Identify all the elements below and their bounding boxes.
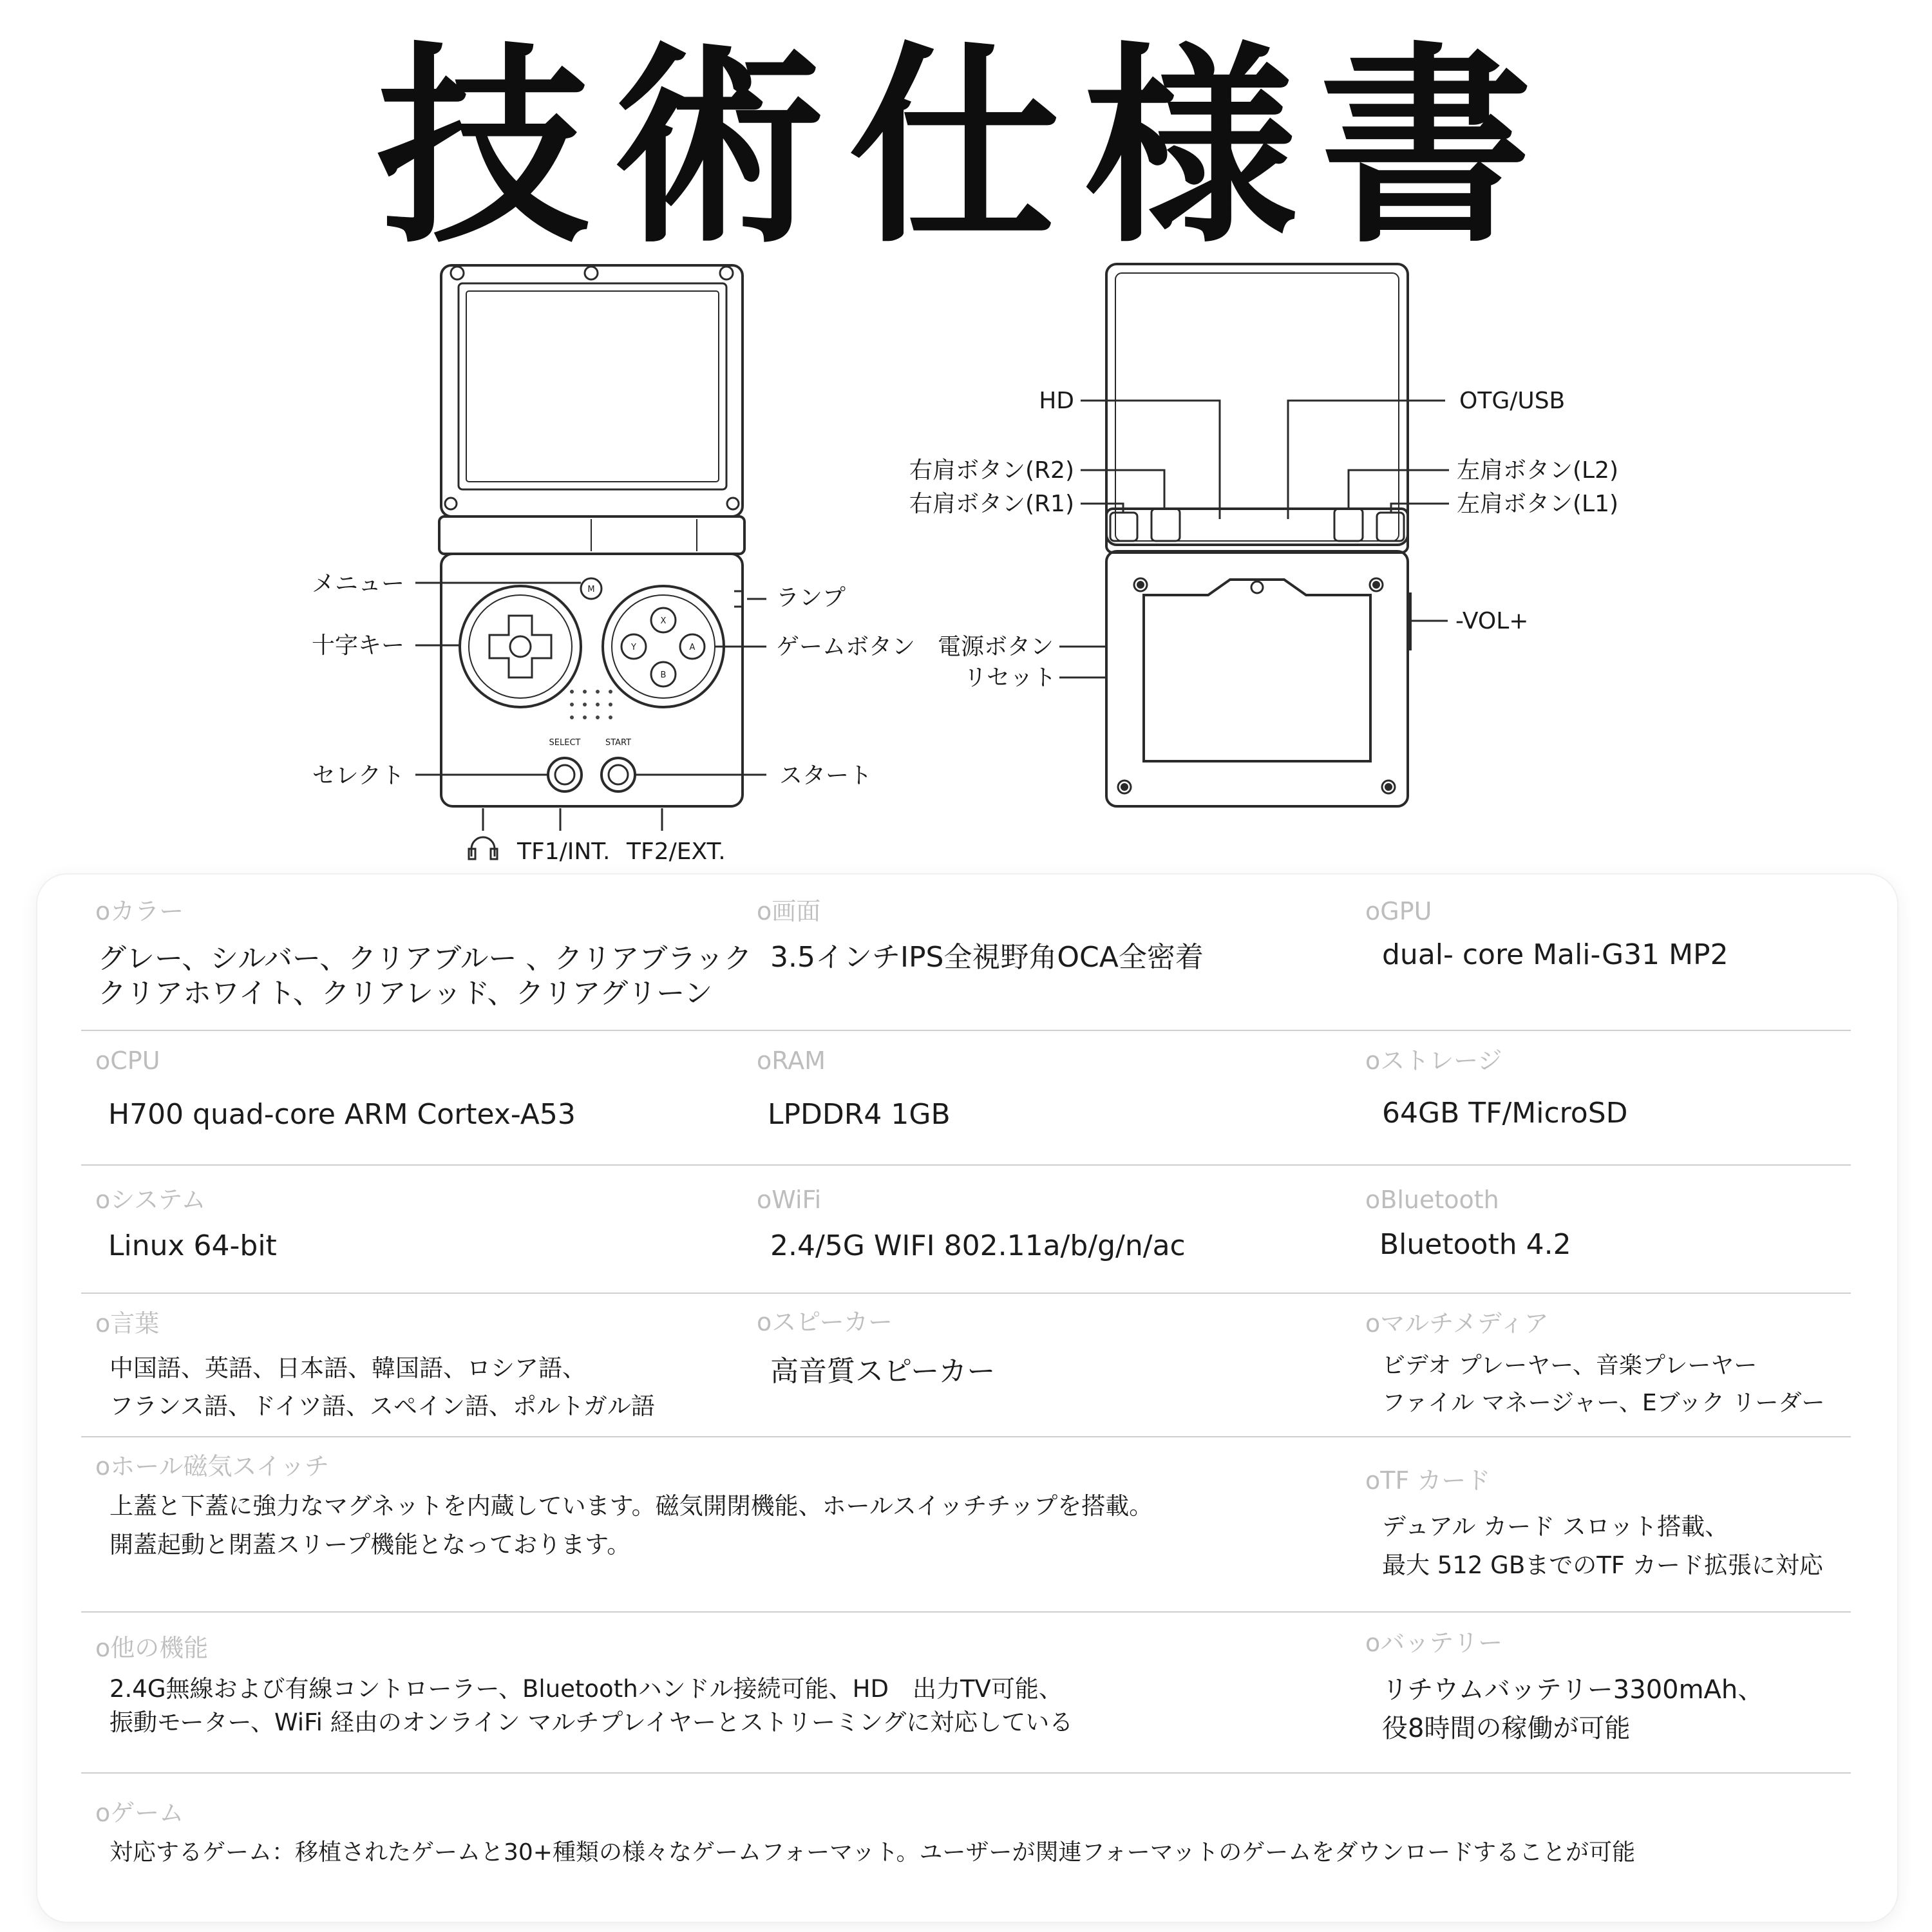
spec-value-battery-line2: 役8時間の稼働が可能 (1382, 1714, 1631, 1743)
label-dpad: 十字キー (311, 632, 404, 659)
front-callout-lines (415, 583, 766, 859)
spec-label-hall-switch: oホール磁気スイッチ (95, 1452, 329, 1481)
label-vol: -VOL+ (1455, 608, 1529, 634)
spec-label-speaker: oスピーカー (757, 1308, 893, 1336)
row-divider (81, 1293, 1851, 1294)
spec-value-other-line2: 振動モーター、WiFi 経由のオンライン マルチプレイヤーとストリーミングに対応している (109, 1709, 1074, 1736)
row-divider (81, 1772, 1851, 1774)
button-y-letter: Y (631, 643, 636, 652)
spec-value-hall-line2: 開蓋起動と閉蓋スリープ機能となっております。 (109, 1531, 631, 1558)
spec-value-multimedia-line2: ファイル マネージャー、Eブック リーダー (1382, 1390, 1825, 1416)
page-title: 技術仕様書 (377, 24, 1555, 272)
dpad-ring (460, 586, 581, 707)
spec-value-language-line2: フランス語、ドイツ語、スペイン語、ポルトガル語 (109, 1392, 655, 1420)
spec-value-wifi: 2.4/5G WIFI 802.11a/b/g/n/ac (770, 1229, 1186, 1262)
spec-label-wifi: oWiFi (757, 1186, 822, 1214)
spec-value-multimedia-line1: ビデオ プレーヤー、音楽プレーヤー (1382, 1352, 1757, 1379)
spec-label-system: oシステム (95, 1186, 206, 1214)
spec-value-tf-line1: デュアル カード スロット搭載、 (1382, 1513, 1729, 1540)
label-l2: 左肩ボタン(L2) (1457, 457, 1619, 484)
spec-value-gpu: dual- core Mali-G31 MP2 (1382, 938, 1728, 971)
spec-label-multimedia: oマルチメディア (1365, 1309, 1549, 1338)
spec-label-bluetooth: oBluetooth (1365, 1186, 1499, 1214)
spec-value-system: Linux 64-bit (108, 1229, 277, 1262)
spec-label-battery: oバッテリー (1365, 1629, 1503, 1657)
spec-value-speaker: 高音質スピーカー (770, 1355, 996, 1388)
label-r1: 右肩ボタン(R1) (909, 491, 1074, 517)
label-select: セレクト (312, 762, 404, 789)
label-game-button: ゲームボタン (776, 634, 916, 660)
spec-label-game: oゲーム (95, 1799, 184, 1827)
spec-value-color-line2: クリアホワイト、クリアレッド、クリアグリーン (98, 977, 713, 1010)
button-a-letter: A (689, 643, 696, 652)
label-lamp: ランプ (776, 585, 846, 611)
spec-value-game: 対応するゲーム：移植されたゲームと30+種類の様々なゲームフォーマット。ユーザーが関連フォーマットのゲームをダウンロードすることが可能 (109, 1839, 1636, 1866)
label-menu: メニュー (311, 571, 404, 597)
start-button (601, 758, 635, 791)
spec-label-storage: oストレージ (1365, 1046, 1502, 1075)
spec-value-ram: LPDDR4 1GB (768, 1098, 951, 1131)
front-view (439, 265, 744, 806)
spec-value-language-line1: 中国語、英語、日本語、韓国語、ロシア語、 (109, 1354, 586, 1382)
back-labels (909, 388, 1618, 691)
back-base (1106, 551, 1410, 806)
label-tf1: TF1/INT. (517, 838, 611, 865)
spec-label-ram: oRAM (757, 1046, 826, 1075)
spec-value-color-line1: グレー、シルバー、クリアブルー 、クリアブラック (98, 942, 752, 975)
front-hinge (439, 516, 744, 554)
row-divider (81, 1611, 1851, 1613)
label-l1: 左肩ボタン(L1) (1457, 491, 1619, 517)
start-print: START (605, 738, 632, 748)
menu-button-letter: M (587, 585, 595, 594)
spec-label-cpu: oCPU (95, 1046, 160, 1075)
back-lid (1106, 264, 1408, 545)
spec-label-color: oカラー (95, 897, 184, 925)
label-start: スタート (779, 762, 873, 789)
spec-value-battery-line1: リチウムバッテリー3300mAh、 (1382, 1675, 1764, 1705)
spec-value-cpu: H700 quad-core ARM Cortex-A53 (108, 1098, 576, 1131)
button-x-letter: X (660, 616, 667, 626)
spec-label-screen: o画面 (757, 897, 821, 925)
front-lid (441, 265, 743, 516)
spec-value-hall-line1: 上蓋と下蓋に強力なマグネットを内蔵しています。磁気開閉機能、ホールスイッチチップを搭載。 (109, 1492, 1153, 1520)
label-tf2: TF2/EXT. (627, 838, 726, 865)
spec-value-tf-line2: 最大 512 GBまでのTF カード拡張に対応 (1382, 1551, 1823, 1579)
spec-label-gpu: oGPU (1365, 897, 1432, 925)
front-labels (312, 571, 915, 865)
label-power: 電源ボタン (937, 634, 1054, 660)
label-otg: OTG/USB (1459, 388, 1566, 414)
label-hd: HD (1039, 388, 1074, 414)
spec-value-bluetooth: Bluetooth 4.2 (1379, 1228, 1571, 1261)
row-divider (81, 1030, 1851, 1031)
spec-label-language: o言葉 (95, 1309, 160, 1338)
row-divider (81, 1436, 1851, 1437)
speaker-holes (570, 690, 612, 719)
headphone-icon (469, 837, 497, 859)
label-r2: 右肩ボタン(R2) (909, 457, 1074, 484)
dpad (489, 616, 551, 677)
spec-label-tf-card: oTF カード (1365, 1466, 1491, 1495)
button-b-letter: B (660, 670, 667, 680)
spec-value-other-line1: 2.4G無線および有線コントローラー、Bluetoothハンドル接続可能、HD 出力TV可能、 (109, 1675, 1063, 1703)
label-reset: リセット (963, 665, 1056, 691)
spec-value-storage: 64GB TF/MicroSD (1382, 1097, 1628, 1130)
back-view (1106, 264, 1410, 806)
spec-value-screen: 3.5インチIPS全視野角OCA全密着 (770, 941, 1204, 974)
row-divider (81, 1164, 1851, 1166)
select-print: SELECT (549, 738, 581, 748)
spec-label-other: o他の機能 (95, 1634, 209, 1662)
device-diagram (0, 0, 1932, 876)
select-button (548, 758, 582, 791)
